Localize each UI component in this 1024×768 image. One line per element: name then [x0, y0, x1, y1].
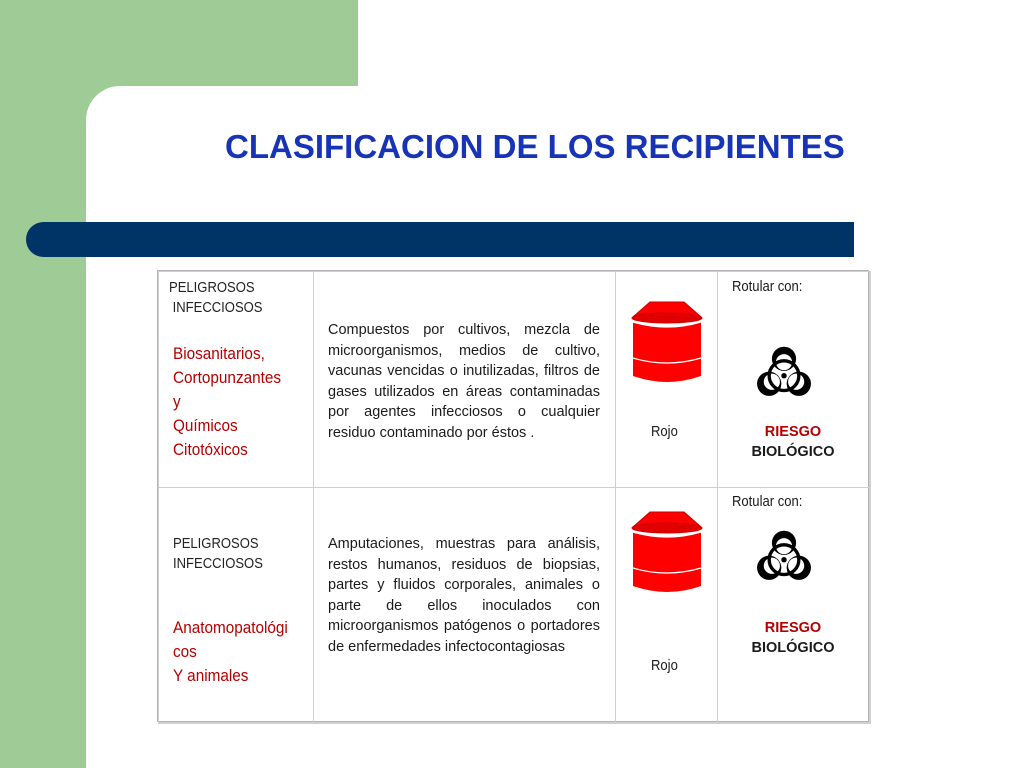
category-types: [173, 616, 288, 688]
description-cell: [314, 488, 616, 724]
category-type: y: [173, 392, 181, 411]
category-heading: [173, 534, 263, 574]
hazard-label: [718, 422, 868, 462]
category-heading-line: PELIGROSOS: [173, 536, 259, 552]
hazard-label-line: RIESGO: [764, 620, 822, 636]
biohazard-icon: [750, 342, 818, 404]
container-cell: [616, 272, 718, 488]
category-type: Citotóxicos: [173, 440, 248, 459]
label-cell: [718, 488, 871, 724]
category-heading-line: INFECCIOSOS: [172, 300, 263, 316]
title-divider-bar: [26, 222, 854, 257]
label-cell: [718, 272, 871, 488]
hazard-label: [718, 618, 868, 658]
red-container-icon: [630, 300, 704, 388]
category-heading-line: INFECCIOSOS: [173, 556, 263, 572]
category-cell: [159, 272, 314, 488]
description-text: Compuestos por cultivos, mezcla de microorganismos, medios de cultivo, vacunas vencidas o inutilizadas, filtros de gases utilizados en áreas contaminadas por agentes infecciosos o cualquier residuo contaminado por éstos .: [328, 322, 600, 441]
container-color-label: Rojo: [651, 424, 678, 440]
classification-table: [157, 270, 869, 722]
label-instruction: Rotular con:: [732, 494, 803, 510]
category-type: Anatomopatológi: [173, 618, 288, 637]
biohazard-icon: [750, 526, 818, 588]
category-types: [173, 342, 281, 462]
label-instruction: Rotular con:: [732, 279, 803, 295]
hazard-label-line: RIESGO: [764, 424, 822, 440]
slide-title: CLASIFICACION DE LOS RECIPIENTES: [225, 128, 845, 165]
category-type: cos: [173, 642, 197, 661]
description-text: Amputaciones, muestras para análisis, restos humanos, residuos de biopsias, partes y fluidos corporales, animales o parte de ellos inoculados con microorganismos patógenos o portadores de enfermedades infectocontagiosas: [328, 536, 600, 655]
table-row: [159, 488, 871, 724]
category-type: Químicos: [173, 416, 238, 435]
container-color-label: Rojo: [651, 658, 678, 674]
category-heading: [169, 278, 263, 318]
table-row: [159, 272, 871, 488]
category-type: Biosanitarios,: [173, 344, 265, 363]
hazard-label-line: BIOLÓGICO: [751, 640, 835, 656]
red-container-icon: [630, 510, 704, 598]
category-type: Y animales: [173, 666, 249, 685]
category-cell: [159, 488, 314, 724]
container-cell: [616, 488, 718, 724]
category-type: Cortopunzantes: [173, 368, 282, 387]
category-heading-line: PELIGROSOS: [169, 280, 255, 296]
description-cell: [314, 272, 616, 488]
hazard-label-line: BIOLÓGICO: [751, 444, 835, 460]
